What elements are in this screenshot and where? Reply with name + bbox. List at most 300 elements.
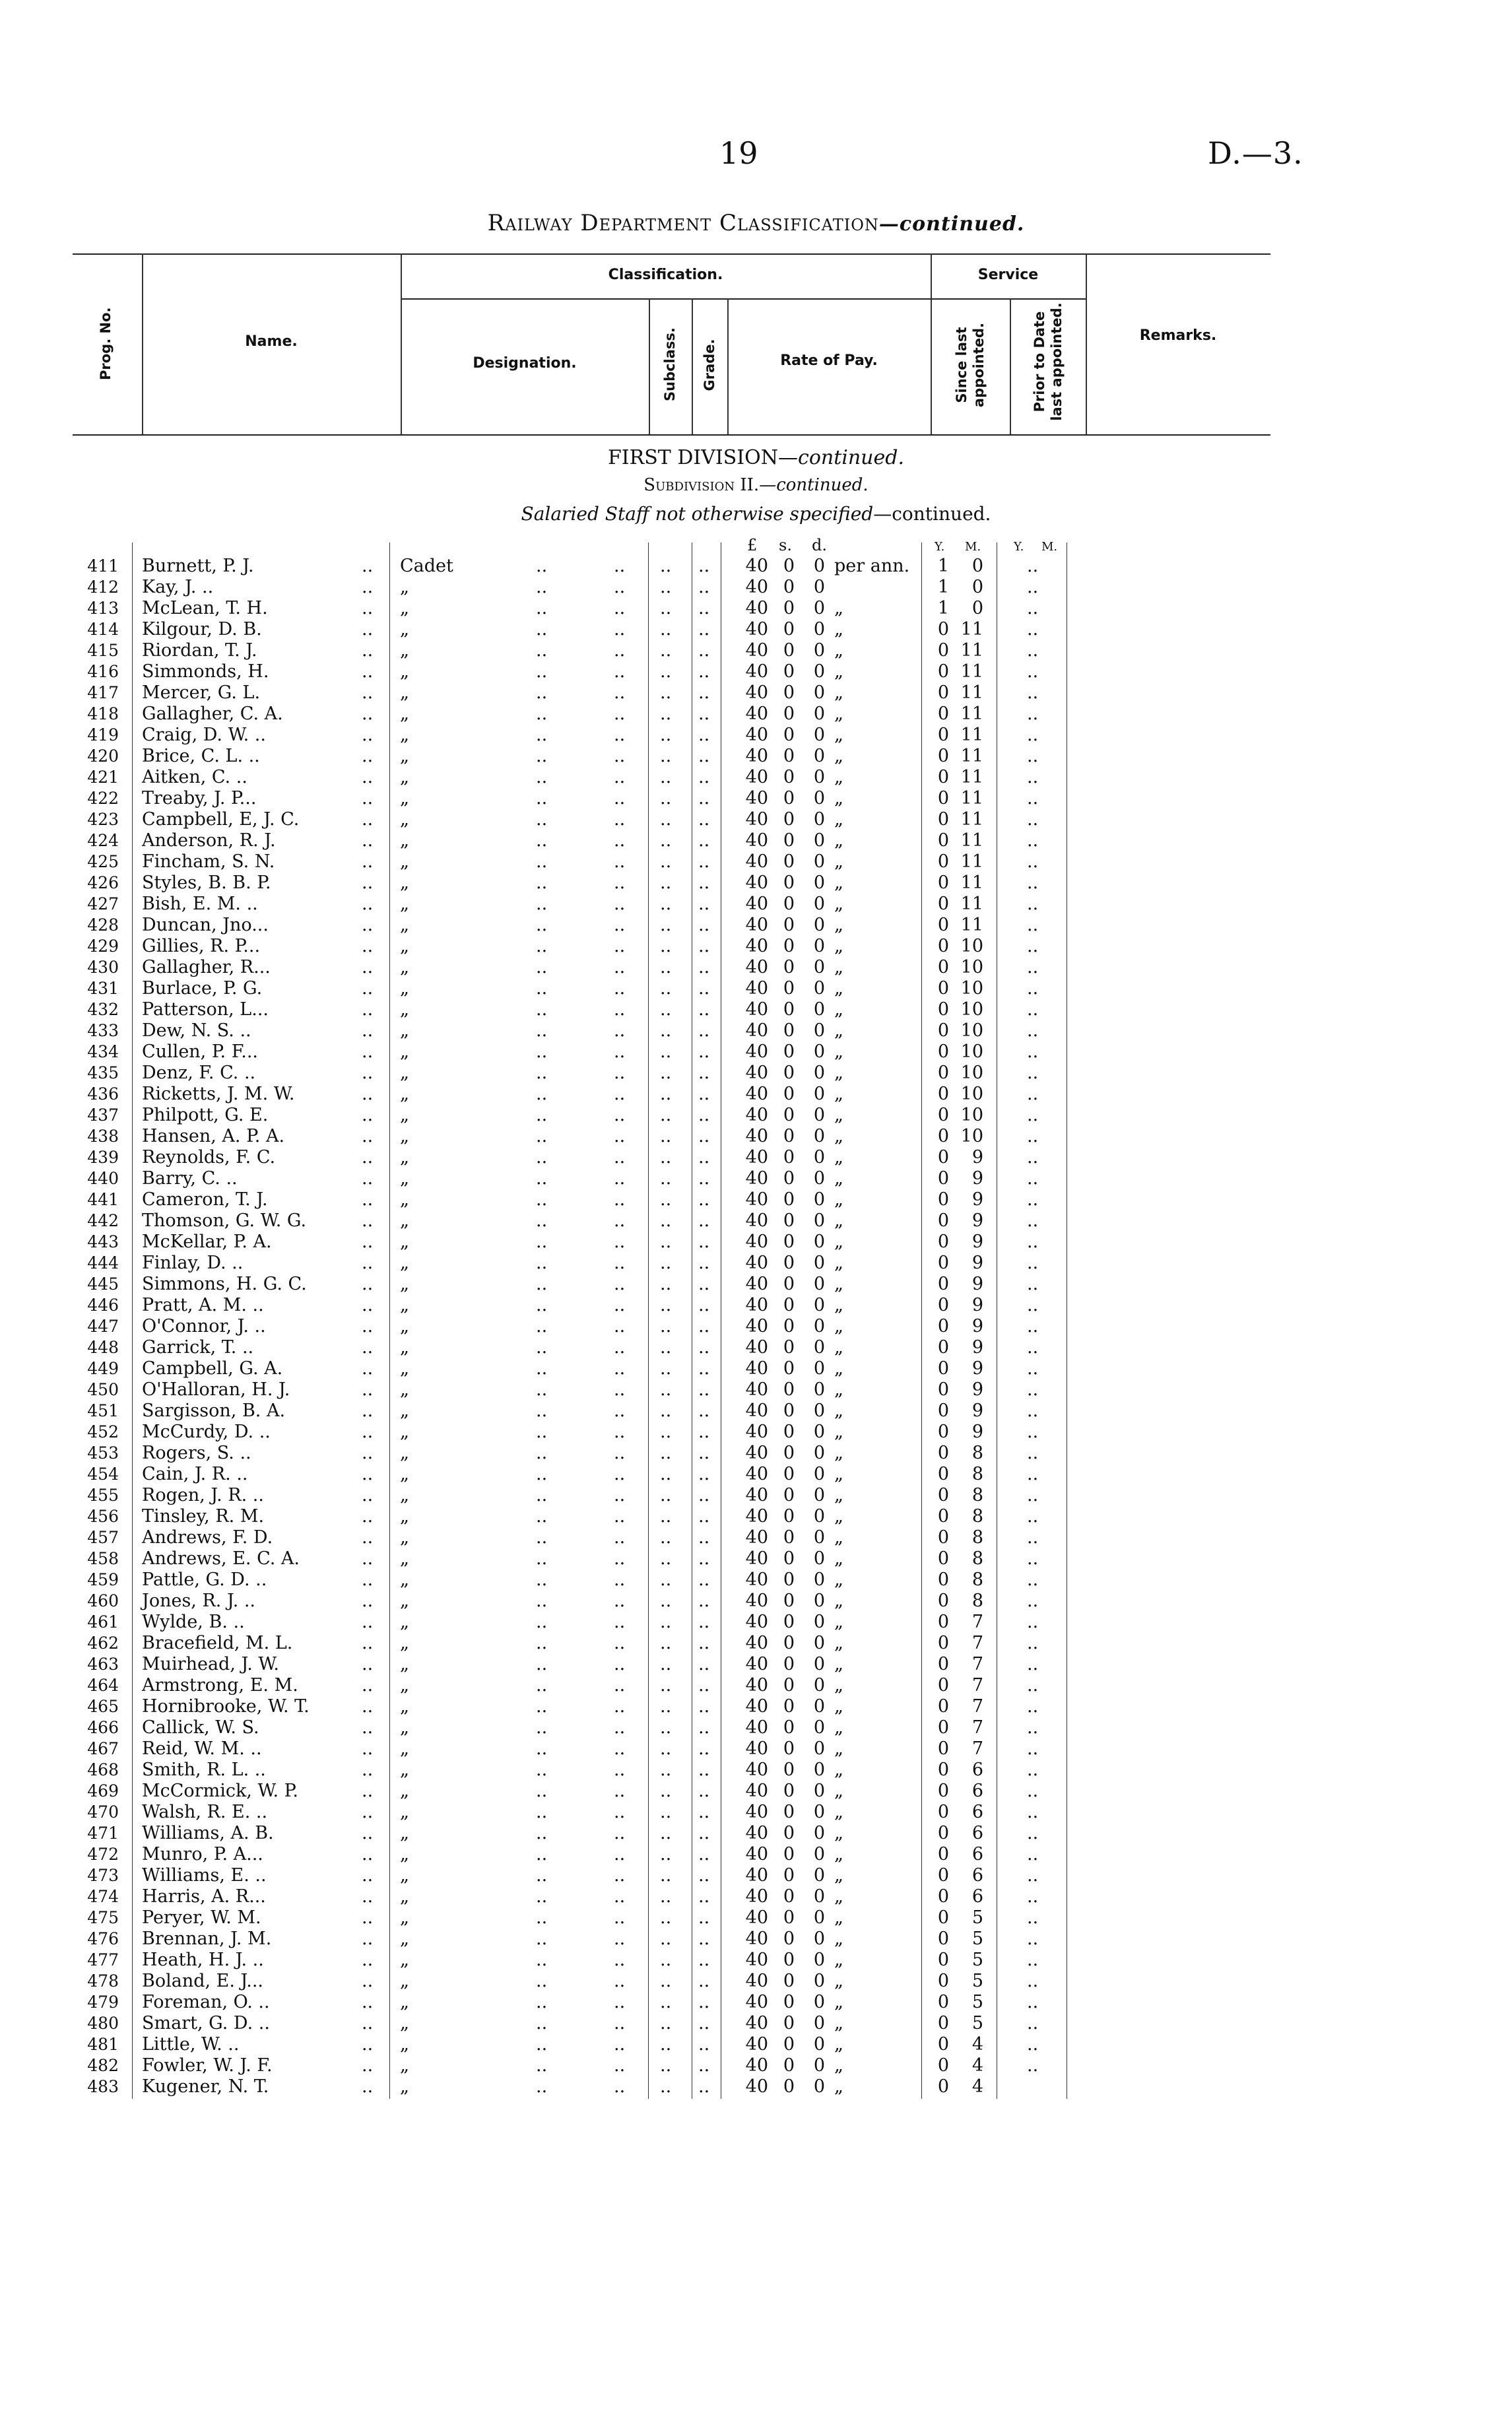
pay-pounds: 40 <box>745 1105 768 1125</box>
leader-dots: .. <box>614 1295 626 1315</box>
designation: „ <box>400 915 409 935</box>
table-row <box>0 1950 1512 1971</box>
prog-no: 462 <box>87 1634 119 1653</box>
service-years: 0 <box>937 1401 949 1421</box>
designation: „ <box>400 851 409 872</box>
pay-pounds: 40 <box>745 725 768 745</box>
leader-dots: .. <box>698 1084 710 1104</box>
leader-dots: .. <box>536 1633 548 1653</box>
staff-name: Foreman, O. .. <box>142 1992 270 2012</box>
leader-dots: .. <box>660 767 672 787</box>
prior-service: .. <box>1027 1147 1039 1168</box>
leader-dots: .. <box>362 1464 374 1484</box>
prior-service: .. <box>1027 1781 1039 1801</box>
staff-name: Harris, A. R... <box>142 1886 266 1907</box>
subdivision-continued: —continued. <box>759 475 869 495</box>
prog-no: 480 <box>87 2014 119 2033</box>
pay-pounds: 40 <box>745 1781 768 1801</box>
leader-dots: .. <box>536 1210 548 1231</box>
service-years: 0 <box>937 1992 949 2012</box>
prog-no: 450 <box>87 1380 119 1399</box>
service-years: 0 <box>937 851 949 872</box>
prior-service: .. <box>1027 1844 1039 1864</box>
service-months: 7 <box>971 1612 983 1632</box>
pay-pounds: 40 <box>745 1633 768 1653</box>
table-row <box>0 1591 1512 1612</box>
service-years: 1 <box>937 598 949 618</box>
leader-dots: .. <box>614 1401 626 1421</box>
prog-no: 425 <box>87 852 119 871</box>
pay-period: „ <box>834 809 843 830</box>
pay-shillings: 0 <box>783 830 795 851</box>
service-months: 0 <box>971 556 983 576</box>
leader-dots: .. <box>614 978 626 999</box>
pay-period: „ <box>834 851 843 872</box>
leader-dots: .. <box>536 1992 548 2012</box>
leader-dots: .. <box>698 1020 710 1041</box>
leader-dots: .. <box>362 1147 374 1168</box>
pay-period: „ <box>834 1781 843 1801</box>
leader-dots: .. <box>362 1506 374 1527</box>
leader-dots: .. <box>362 746 374 766</box>
table-row <box>0 1823 1512 1844</box>
pay-pence: 0 <box>813 978 825 999</box>
leader-dots: .. <box>362 1084 374 1104</box>
pay-period: „ <box>834 830 843 851</box>
pay-period: „ <box>834 1337 843 1358</box>
pay-pence: 0 <box>813 894 825 914</box>
pay-pounds: 40 <box>745 1041 768 1062</box>
leader-dots: .. <box>362 1274 374 1294</box>
pay-pounds: 40 <box>745 1464 768 1484</box>
prog-no: 419 <box>87 725 119 744</box>
staff-name: Anderson, R. J. <box>142 830 276 851</box>
leader-dots: .. <box>614 1992 626 2012</box>
leader-dots: .. <box>614 746 626 766</box>
leader-dots: .. <box>536 725 548 745</box>
service-months: 7 <box>971 1654 983 1674</box>
leader-dots: .. <box>362 1401 374 1421</box>
staff-name: Gillies, R. P... <box>142 936 261 956</box>
service-years: 0 <box>937 999 949 1020</box>
pay-period: „ <box>834 1717 843 1738</box>
pay-period: „ <box>834 1738 843 1759</box>
pay-pounds: 40 <box>745 936 768 956</box>
leader-dots: .. <box>698 1992 710 2012</box>
service-years: 0 <box>937 1802 949 1822</box>
designation: „ <box>400 1802 409 1822</box>
leader-dots: .. <box>614 1760 626 1780</box>
leader-dots: .. <box>614 1654 626 1674</box>
table-row <box>0 1654 1512 1675</box>
prior-service: .. <box>1027 1126 1039 1146</box>
leader-dots: .. <box>614 1274 626 1294</box>
leader-dots: .. <box>536 915 548 935</box>
leader-dots: .. <box>698 1569 710 1590</box>
prog-no: 437 <box>87 1106 119 1125</box>
pay-pounds: 40 <box>745 1760 768 1780</box>
leader-dots: .. <box>536 661 548 682</box>
prog-no: 418 <box>87 704 119 723</box>
leader-dots: .. <box>698 2034 710 2055</box>
staff-name: Rogers, S. .. <box>142 1443 251 1463</box>
prog-no: 412 <box>87 578 119 597</box>
header-prog-no: Prog. No. <box>98 307 114 380</box>
service-years: 1 <box>937 556 949 576</box>
service-years: 0 <box>937 1633 949 1653</box>
designation: „ <box>400 978 409 999</box>
leader-dots: .. <box>698 1105 710 1125</box>
pay-pounds: 40 <box>745 767 768 787</box>
leader-dots: .. <box>536 1886 548 1907</box>
leader-dots: .. <box>660 598 672 618</box>
leader-dots: .. <box>536 999 548 1020</box>
leader-dots: .. <box>698 1506 710 1527</box>
pay-pounds: 40 <box>745 1253 768 1273</box>
service-years: 0 <box>937 1105 949 1125</box>
service-months: 8 <box>971 1569 983 1590</box>
leader-dots: .. <box>660 1485 672 1505</box>
leader-dots: .. <box>698 1654 710 1674</box>
pay-pence: 0 <box>813 2013 825 2033</box>
leader-dots: .. <box>362 1126 374 1146</box>
leader-dots: .. <box>614 1971 626 1991</box>
table-row <box>0 1084 1512 1105</box>
leader-dots: .. <box>362 1527 374 1548</box>
staff-name: Williams, E. .. <box>142 1865 267 1886</box>
service-months: 9 <box>971 1210 983 1231</box>
service-months: 10 <box>960 1105 983 1125</box>
leader-dots: .. <box>614 1781 626 1801</box>
table-row <box>0 1760 1512 1781</box>
leader-dots: .. <box>536 1274 548 1294</box>
pay-pounds: 40 <box>745 2013 768 2033</box>
leader-dots: .. <box>698 1823 710 1843</box>
service-years: 0 <box>937 1823 949 1843</box>
pay-pounds: 40 <box>745 957 768 977</box>
designation: „ <box>400 598 409 618</box>
service-months: 5 <box>971 1929 983 1949</box>
service-years: 0 <box>937 1379 949 1400</box>
table-row <box>0 640 1512 661</box>
pay-period: „ <box>834 1865 843 1886</box>
pay-shillings: 0 <box>783 2013 795 2033</box>
leader-dots: .. <box>614 1020 626 1041</box>
pay-pounds: 40 <box>745 1295 768 1315</box>
table-row <box>0 661 1512 682</box>
prior-service: .. <box>1027 767 1039 787</box>
designation: „ <box>400 1358 409 1379</box>
leader-dots: .. <box>660 1041 672 1062</box>
prior-service: .. <box>1027 788 1039 808</box>
leader-dots: .. <box>536 1168 548 1189</box>
leader-dots: .. <box>362 1485 374 1505</box>
pay-shillings: 0 <box>783 957 795 977</box>
leader-dots: .. <box>660 640 672 661</box>
designation: Cadet <box>400 556 453 576</box>
leader-dots: .. <box>660 788 672 808</box>
pay-period: „ <box>834 1633 843 1653</box>
pay-period: „ <box>834 704 843 724</box>
leader-dots: .. <box>362 1696 374 1717</box>
service-months: 4 <box>971 2055 983 2076</box>
prog-no: 438 <box>87 1127 119 1146</box>
pay-pence: 0 <box>813 830 825 851</box>
pay-pounds: 40 <box>745 851 768 872</box>
leader-dots: .. <box>614 851 626 872</box>
leader-dots: .. <box>660 1633 672 1653</box>
leader-dots: .. <box>362 894 374 914</box>
staff-name: Jones, R. J. .. <box>142 1591 256 1611</box>
designation: „ <box>400 1063 409 1083</box>
pay-shillings: 0 <box>783 1084 795 1104</box>
leader-dots: .. <box>614 1929 626 1949</box>
designation: „ <box>400 1316 409 1336</box>
pay-period: „ <box>834 2076 843 2097</box>
staff-name: Walsh, R. E. .. <box>142 1802 268 1822</box>
service-months: 11 <box>960 873 983 893</box>
designation: „ <box>400 788 409 808</box>
pay-shillings: 0 <box>783 1232 795 1252</box>
leader-dots: .. <box>614 1548 626 1569</box>
leader-dots: .. <box>698 1633 710 1653</box>
leader-dots: .. <box>536 1422 548 1442</box>
unit-pence: d. <box>812 536 827 554</box>
pay-pence: 0 <box>813 1316 825 1336</box>
pay-pounds: 40 <box>745 1612 768 1632</box>
pay-pence: 0 <box>813 661 825 682</box>
staff-name: Thomson, G. W. G. <box>142 1210 307 1231</box>
table-row <box>0 1210 1512 1232</box>
pay-pence: 0 <box>813 746 825 766</box>
pay-pence: 0 <box>813 809 825 830</box>
pay-period: „ <box>834 1907 843 1928</box>
pay-period: „ <box>834 2055 843 2076</box>
service-years: 0 <box>937 2055 949 2076</box>
designation: „ <box>400 1591 409 1611</box>
prog-no: 459 <box>87 1570 119 1589</box>
prog-no: 482 <box>87 2056 119 2075</box>
service-months: 9 <box>971 1422 983 1442</box>
pay-period: „ <box>834 957 843 977</box>
pay-period: „ <box>834 661 843 682</box>
prior-service: .. <box>1027 619 1039 640</box>
prior-service: .. <box>1027 894 1039 914</box>
service-years: 0 <box>937 1929 949 1949</box>
pay-pence: 0 <box>813 1063 825 1083</box>
pay-period: „ <box>834 1929 843 1949</box>
designation: „ <box>400 661 409 682</box>
leader-dots: .. <box>536 1358 548 1379</box>
leader-dots: .. <box>660 830 672 851</box>
staff-name: Pratt, A. M. .. <box>142 1295 264 1315</box>
designation: „ <box>400 1781 409 1801</box>
pay-period: „ <box>834 936 843 956</box>
designation: „ <box>400 1253 409 1273</box>
table-row <box>0 1569 1512 1591</box>
pay-period: „ <box>834 640 843 661</box>
leader-dots: .. <box>698 746 710 766</box>
designation: „ <box>400 1971 409 1991</box>
service-years: 0 <box>937 725 949 745</box>
prog-no: 426 <box>87 873 119 892</box>
leader-dots: .. <box>536 1612 548 1632</box>
leader-dots: .. <box>614 1633 626 1653</box>
designation: „ <box>400 1485 409 1505</box>
designation: „ <box>400 682 409 703</box>
pay-period: „ <box>834 1760 843 1780</box>
leader-dots: .. <box>536 1506 548 1527</box>
table-row <box>0 725 1512 746</box>
table-row <box>0 1379 1512 1401</box>
staff-name: Cameron, T. J. <box>142 1189 268 1210</box>
leader-dots: .. <box>660 1738 672 1759</box>
pay-pounds: 40 <box>745 1485 768 1505</box>
pay-pounds: 40 <box>745 682 768 703</box>
prior-service: .. <box>1027 1865 1039 1886</box>
service-months: 10 <box>960 1063 983 1083</box>
staff-label: Salaried Staff not otherwise specified <box>521 503 874 525</box>
leader-dots: .. <box>536 1337 548 1358</box>
leader-dots: .. <box>362 1717 374 1738</box>
prog-no: 448 <box>87 1338 119 1357</box>
leader-dots: .. <box>536 1907 548 1928</box>
prior-service: .. <box>1027 809 1039 830</box>
leader-dots: .. <box>698 894 710 914</box>
pay-pounds: 40 <box>745 788 768 808</box>
header-bottom-rule <box>73 434 1270 436</box>
pay-shillings: 0 <box>783 1379 795 1400</box>
leader-dots: .. <box>698 1147 710 1168</box>
pay-pence: 0 <box>813 1443 825 1463</box>
staff-name: Bracefield, M. L. <box>142 1633 293 1653</box>
pay-shillings: 0 <box>783 2076 795 2097</box>
prior-service: .. <box>1027 661 1039 682</box>
prior-service: .. <box>1027 1929 1039 1949</box>
header-rate-of-pay: Rate of Pay. <box>780 352 878 369</box>
leader-dots: .. <box>660 1126 672 1146</box>
table-row <box>0 1886 1512 1907</box>
leader-dots: .. <box>362 1738 374 1759</box>
pay-period: „ <box>834 1274 843 1294</box>
leader-dots: .. <box>660 1105 672 1125</box>
pay-pounds: 40 <box>745 1443 768 1463</box>
designation: „ <box>400 936 409 956</box>
leader-dots: .. <box>660 809 672 830</box>
prior-service: .. <box>1027 1401 1039 1421</box>
table-row <box>0 1464 1512 1485</box>
prior-service: .. <box>1027 577 1039 597</box>
staff-name: Campbell, G. A. <box>142 1358 283 1379</box>
service-months: 5 <box>971 1971 983 1991</box>
prog-no: 469 <box>87 1781 119 1800</box>
table-row <box>0 915 1512 936</box>
staff-name: McKellar, P. A. <box>142 1232 272 1252</box>
pay-pounds: 40 <box>745 1337 768 1358</box>
staff-name: Reynolds, F. C. <box>142 1147 276 1168</box>
prior-service: .. <box>1027 1020 1039 1041</box>
leader-dots: .. <box>614 1232 626 1252</box>
service-months: 11 <box>960 661 983 682</box>
prior-service: .. <box>1027 1041 1039 1062</box>
leader-dots: .. <box>362 1675 374 1696</box>
pay-shillings: 0 <box>783 1844 795 1864</box>
prog-no: 433 <box>87 1021 119 1040</box>
pay-shillings: 0 <box>783 1464 795 1484</box>
leader-dots: .. <box>536 873 548 893</box>
pay-period: „ <box>834 978 843 999</box>
leader-dots: .. <box>614 598 626 618</box>
leader-dots: .. <box>362 978 374 999</box>
leader-dots: .. <box>698 598 710 618</box>
pay-pounds: 40 <box>745 978 768 999</box>
pay-shillings: 0 <box>783 725 795 745</box>
service-years: 0 <box>937 1485 949 1505</box>
table-row <box>0 1802 1512 1823</box>
leader-dots: .. <box>362 767 374 787</box>
staff-name: Burnett, P. J. <box>142 556 254 576</box>
leader-dots: .. <box>536 767 548 787</box>
leader-dots: .. <box>698 809 710 830</box>
leader-dots: .. <box>362 999 374 1020</box>
prior-service: .. <box>1027 1337 1039 1358</box>
pay-pounds: 40 <box>745 894 768 914</box>
service-years: 0 <box>937 915 949 935</box>
pay-shillings: 0 <box>783 1654 795 1674</box>
staff-name: Patterson, L... <box>142 999 269 1020</box>
leader-dots: .. <box>362 809 374 830</box>
service-years: 0 <box>937 1612 949 1632</box>
designation: „ <box>400 957 409 977</box>
leader-dots: .. <box>698 915 710 935</box>
pay-shillings: 0 <box>783 999 795 1020</box>
leader-dots: .. <box>698 767 710 787</box>
pay-pence: 0 <box>813 1084 825 1104</box>
pay-shillings: 0 <box>783 809 795 830</box>
leader-dots: .. <box>614 1717 626 1738</box>
prior-service: .. <box>1027 1506 1039 1527</box>
pay-pence: 0 <box>813 1971 825 1991</box>
leader-dots: .. <box>698 1041 710 1062</box>
designation: „ <box>400 1189 409 1210</box>
leader-dots: .. <box>536 851 548 872</box>
pay-shillings: 0 <box>783 1020 795 1041</box>
staff-name: Fowler, W. J. F. <box>142 2055 273 2076</box>
designation: „ <box>400 809 409 830</box>
pay-shillings: 0 <box>783 851 795 872</box>
leader-dots: .. <box>698 2076 710 2097</box>
service-months: 9 <box>971 1253 983 1273</box>
unit-months-prior: M. <box>1041 540 1058 554</box>
table-row <box>0 894 1512 915</box>
leader-dots: .. <box>362 1379 374 1400</box>
leader-dots: .. <box>536 1485 548 1505</box>
staff-name: Kilgour, D. B. <box>142 619 262 640</box>
pay-shillings: 0 <box>783 1168 795 1189</box>
prior-service: .. <box>1027 1232 1039 1252</box>
leader-dots: .. <box>536 1020 548 1041</box>
staff-name: Tinsley, R. M. <box>142 1506 265 1527</box>
pay-shillings: 0 <box>783 1189 795 1210</box>
service-months: 6 <box>971 1823 983 1843</box>
unit-shilling: s. <box>779 536 792 554</box>
pay-shillings: 0 <box>783 1527 795 1548</box>
leader-dots: .. <box>660 1189 672 1210</box>
pay-period: „ <box>834 1084 843 1104</box>
leader-dots: .. <box>614 1253 626 1273</box>
header-remarks: Remarks. <box>1139 327 1217 344</box>
designation: „ <box>400 577 409 597</box>
